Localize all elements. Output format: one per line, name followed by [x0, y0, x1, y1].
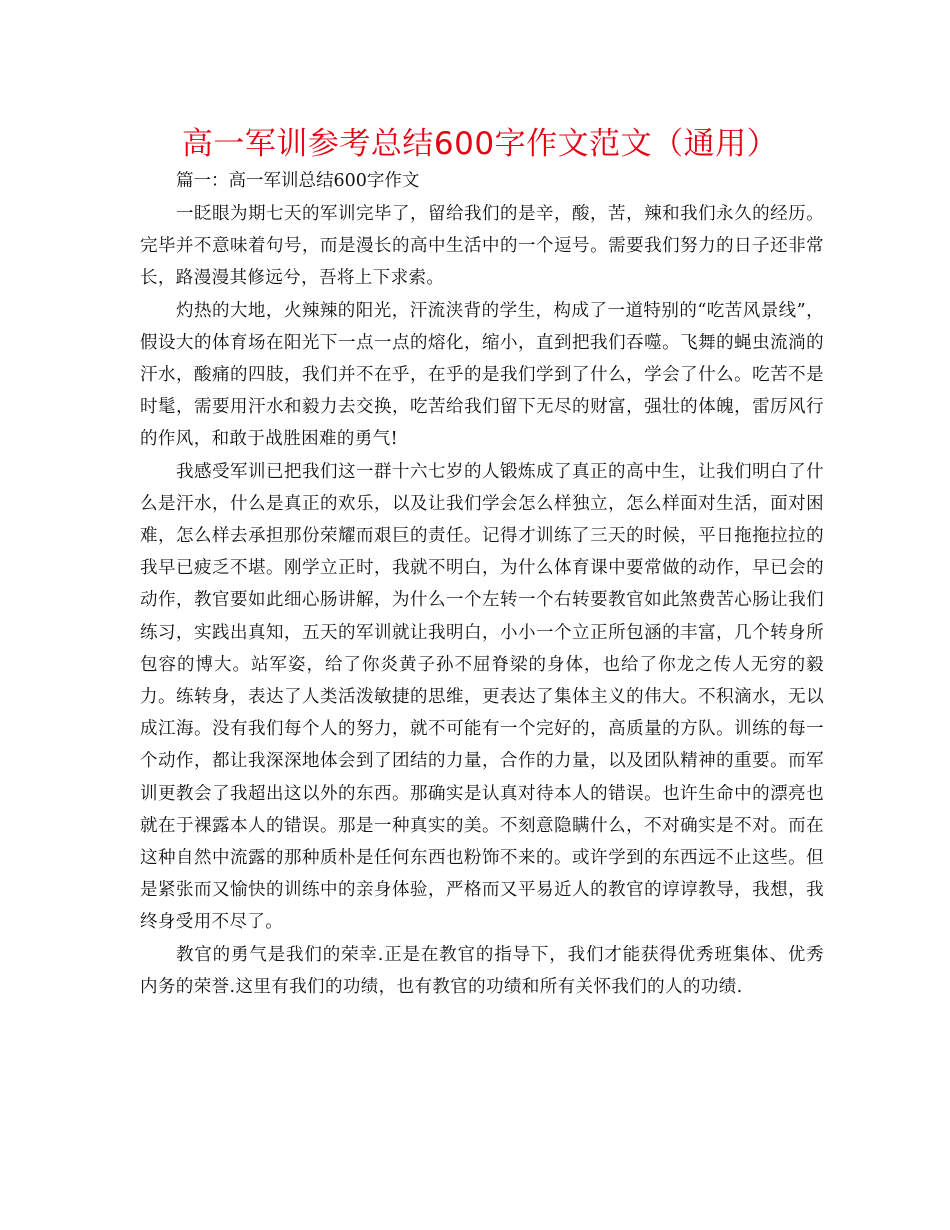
- paragraph-2: 灼热的大地，火辣辣的阳光，汗流浃背的学生，构成了一道特别的“吃苦风景线”，假设大的体育场在阳光下一点一点的熔化，缩小，直到把我们吞噬。飞舞的蝇虫流淌的汗水，酸痛的四肢，我们并不在乎，在乎的是我们学到了什么，学会了什么。吃苦不是时髦，需要用汗水和毅力去交换，吃苦给我们留下无尽的财富，强壮的体魄，雷厉风行的作风，和敢于战胜困难的勇气!: [140, 300, 824, 450]
- section-heading: 篇一：高一军训总结600字作文: [176, 171, 420, 191]
- paragraph-3: 我感受军训已把我们这一群十六七岁的人锻炼成了真正的高中生，让我们明白了什么是汗水，什么是真正的欢乐，以及让我们学会怎么样独立，怎么样面对生活，面对困难，怎么样去承担那份荣耀而艰巨的责任。记得才训练了三天的时候，平日拖拖拉拉的我早已疲乏不堪。刚学立正时，我就不明白，为什么体育课中要常做的动作，早已会的动作，教官要如此细心肠讲解，为什么一个左转一个右转要教官如此煞费苦心肠让我们练习，实践出真知，五天的军训就让我明白，小小一个立正所包涵的丰富，几个转身所包容的博大。站军姿，给了你炎黄子孙不屈脊梁的身体，也给了你龙之传人无穷的毅力。练转身，表达了人类活泼敏捷的思维，更表达了集体主义的伟大。不积滴水，无以成江海。没有我们每个人的努力，就不可能有一个完好的，高质量的方队。训练的每一个动作，都让我深深地体会到了团结的力量，合作的力量，以及团队精神的重要。而军训更教会了我超出这以外的东西。那确实是认真对待本人的错误。也许生命中的漂亮也就在于裸露本人的错误。那是一种真实的美。不刻意隐瞒什么，不对确实是不对。而在这种自然中流露的那种质朴是任何东西也粉饰不来的。或许学到的东西远不止这些。但是紧张而又愉快的训练中的亲身体验，严格而又平易近人的教官的谆谆教导，我想，我终身受用不尽了。: [140, 461, 824, 933]
- document-body: [140, 168, 824, 1003]
- document-title: 高一军训参考总结600字作文范文（通用）: [181, 126, 779, 162]
- paragraph-1: 一眨眼为期七天的军训完毕了，留给我们的是辛，酸，苦，辣和我们永久的经历。完毕并不意味着句号，而是漫长的高中生活中的一个逗号。需要我们努力的日子还非常长，路漫漫其修远兮，吾将上下求索。: [140, 204, 824, 289]
- paragraph-4: 教官的勇气是我们的荣幸.正是在教官的指导下，我们才能获得优秀班集体、优秀内务的荣誉.这里有我们的功绩，也有教官的功绩和所有关怀我们的人的功绩.: [140, 944, 824, 997]
